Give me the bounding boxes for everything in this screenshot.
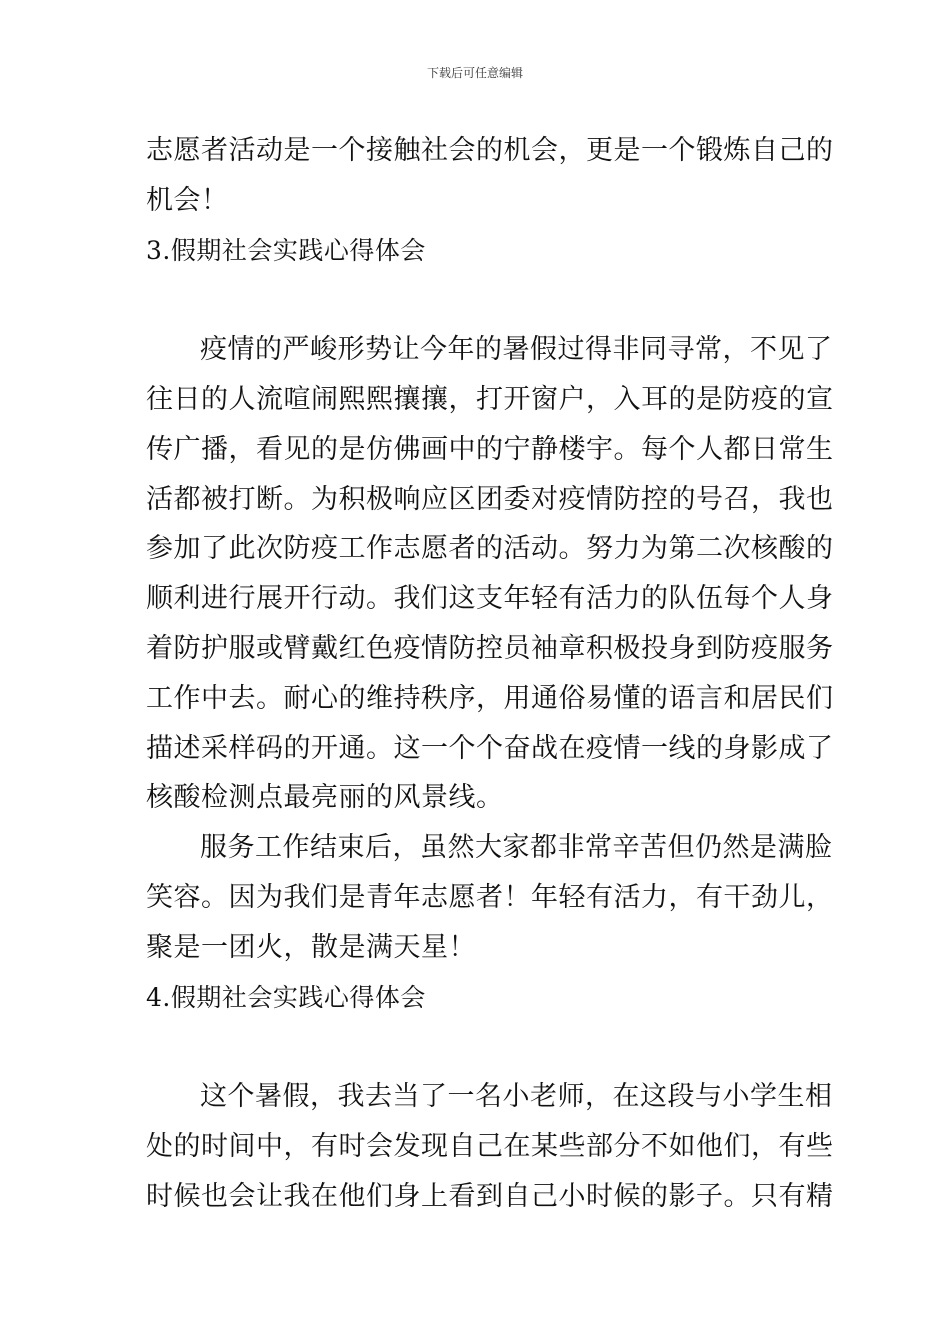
text-line: 顺利进行展开行动。我们这支年轻有活力的队伍每个人身 xyxy=(146,583,834,615)
text-line: 参加了此次防疫工作志愿者的活动。努力为第二次核酸的 xyxy=(146,533,834,565)
document-body xyxy=(146,126,834,1222)
text-line: 传广播，看见的是仿佛画中的宁静楼宇。每个人都日常生 xyxy=(146,433,834,465)
text-line: 服务工作结束后，虽然大家都非常辛苦但仍然是满脸 xyxy=(200,832,833,864)
paragraph xyxy=(146,126,834,226)
text-line: 活都被打断。为积极响应区团委对疫情防控的号召，我也 xyxy=(146,483,834,515)
text-line: 往日的人流喧闹熙熙攘攘，打开窗户，入耳的是防疫的宣 xyxy=(146,383,834,415)
text-line: 描述采样码的开通。这一个个奋战在疫情一线的身影成了 xyxy=(146,732,834,764)
text-line: 机会！ xyxy=(146,184,229,216)
page-header: 下载后可任意编辑 xyxy=(426,66,523,80)
text-line: 笑容。因为我们是青年志愿者！年轻有活力，有干劲儿， xyxy=(146,881,834,913)
section-heading: 3.假期社会实践心得体会 xyxy=(146,235,426,265)
blank-line xyxy=(146,1022,810,1072)
text-line: 这个暑假，我去当了一名小老师，在这段与小学生相 xyxy=(200,1081,833,1113)
text-line: 工作中去。耐心的维持秩序，用通俗易懂的语言和居民们 xyxy=(146,682,834,714)
paragraph xyxy=(146,823,834,972)
text-line: 志愿者活动是一个接触社会的机会，更是一个锻炼自己的 xyxy=(146,135,834,166)
text-line: 聚是一团火，散是满天星！ xyxy=(146,931,476,963)
paragraph xyxy=(146,325,834,823)
paragraph xyxy=(146,1072,834,1221)
text-line: 疫情的严峻形势让今年的暑假过得非同寻常，不见了 xyxy=(200,334,833,366)
text-line: 时候也会让我在他们身上看到自己小时候的影子。只有精 xyxy=(146,1180,834,1212)
text-line: 着防护服或臂戴红色疫情防控员袖章积极投身到防疫服务 xyxy=(146,632,834,664)
text-line: 处的时间中，有时会发现自己在某些部分不如他们，有些 xyxy=(146,1130,834,1162)
section-heading: 4.假期社会实践心得体会 xyxy=(146,982,426,1012)
text-line: 核酸检测点最亮丽的风景线。 xyxy=(146,782,504,814)
blank-line xyxy=(146,275,810,325)
